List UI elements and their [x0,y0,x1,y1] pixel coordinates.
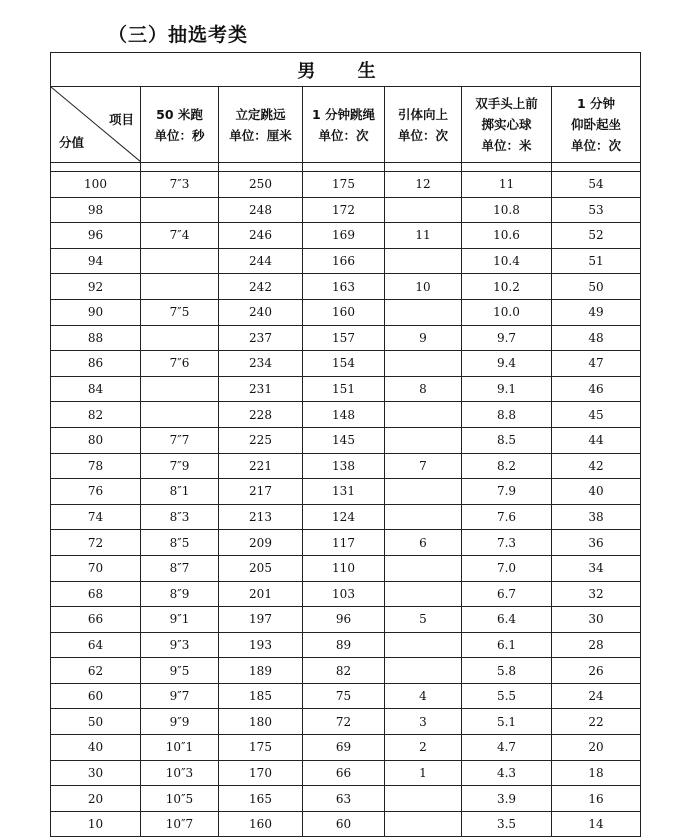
value-cell: 138 [303,453,385,479]
table-row [51,504,641,530]
value-cell: 50 [552,274,641,300]
score-cell: 30 [51,760,141,786]
col-header-rope-skip: 1 分钟跳绳 单位：次 [303,87,385,163]
score-cell: 40 [51,735,141,761]
value-cell: 225 [219,427,303,453]
value-cell: 237 [219,325,303,351]
value-cell: 10 [385,274,462,300]
value-cell: 10″1 [141,735,219,761]
value-cell: 9.4 [462,351,552,377]
value-cell [141,197,219,223]
score-cell: 50 [51,709,141,735]
value-cell: 30 [552,607,641,633]
value-cell: 49 [552,299,641,325]
table-body [51,172,641,837]
col-header-50m: 50 米跑 单位：秒 [141,87,219,163]
table-row [51,479,641,505]
value-cell: 9″7 [141,683,219,709]
table-row [51,172,641,198]
table-row [51,248,641,274]
value-cell: 38 [552,504,641,530]
value-cell: 24 [552,683,641,709]
value-cell: 163 [303,274,385,300]
value-cell: 7″6 [141,351,219,377]
value-cell [385,786,462,812]
value-cell [141,402,219,428]
value-cell [141,376,219,402]
value-cell: 10″3 [141,760,219,786]
value-cell: 8″7 [141,555,219,581]
score-cell: 82 [51,402,141,428]
value-cell: 201 [219,581,303,607]
value-cell [385,402,462,428]
value-cell [141,248,219,274]
value-cell: 28 [552,632,641,658]
value-cell: 40 [552,479,641,505]
value-cell: 6 [385,530,462,556]
score-cell: 80 [51,427,141,453]
table-row [51,581,641,607]
value-cell: 9″9 [141,709,219,735]
value-cell: 246 [219,223,303,249]
col-header-pull-up: 引体向上 单位：次 [385,87,462,163]
value-cell: 242 [219,274,303,300]
value-cell: 6.1 [462,632,552,658]
value-cell: 221 [219,453,303,479]
value-cell: 34 [552,555,641,581]
value-cell: 3.9 [462,786,552,812]
table-row [51,530,641,556]
value-cell: 53 [552,197,641,223]
value-cell: 44 [552,427,641,453]
value-cell [385,248,462,274]
value-cell: 4.7 [462,735,552,761]
value-cell: 69 [303,735,385,761]
value-cell: 2 [385,735,462,761]
score-cell: 66 [51,607,141,633]
value-cell: 47 [552,351,641,377]
value-cell [385,299,462,325]
table-row [51,658,641,684]
section-heading: （三）抽选考类 [108,24,249,46]
value-cell: 148 [303,402,385,428]
value-cell: 7″9 [141,453,219,479]
value-cell: 4 [385,683,462,709]
value-cell: 145 [303,427,385,453]
value-cell: 14 [552,811,641,837]
table-row [51,683,641,709]
value-cell: 89 [303,632,385,658]
table-row [51,325,641,351]
table-row [51,376,641,402]
value-cell: 7″4 [141,223,219,249]
table-row [51,811,641,837]
value-cell: 231 [219,376,303,402]
diagonal-header-cell [51,87,141,163]
value-cell: 20 [552,735,641,761]
value-cell: 3.5 [462,811,552,837]
value-cell: 75 [303,683,385,709]
value-cell: 9″5 [141,658,219,684]
value-cell: 248 [219,197,303,223]
value-cell: 26 [552,658,641,684]
value-cell: 8.5 [462,427,552,453]
table-row [51,274,641,300]
score-cell: 86 [51,351,141,377]
score-cell: 76 [51,479,141,505]
value-cell: 154 [303,351,385,377]
table-row [51,709,641,735]
value-cell: 36 [552,530,641,556]
value-cell: 217 [219,479,303,505]
sex-label: 男 生 [51,53,641,87]
value-cell: 16 [552,786,641,812]
value-cell: 22 [552,709,641,735]
value-cell: 52 [552,223,641,249]
score-cell: 72 [51,530,141,556]
value-cell: 51 [552,248,641,274]
value-cell: 170 [219,760,303,786]
value-cell: 209 [219,530,303,556]
value-cell: 48 [552,325,641,351]
value-cell: 5.8 [462,658,552,684]
value-cell: 7.0 [462,555,552,581]
table-row [51,351,641,377]
value-cell: 3 [385,709,462,735]
value-cell: 151 [303,376,385,402]
table-row [51,402,641,428]
value-cell: 45 [552,402,641,428]
table-row [51,223,641,249]
score-cell: 92 [51,274,141,300]
value-cell: 8″3 [141,504,219,530]
score-cell: 20 [51,786,141,812]
value-cell: 32 [552,581,641,607]
score-cell: 10 [51,811,141,837]
value-cell: 10.4 [462,248,552,274]
value-cell: 234 [219,351,303,377]
value-cell: 9.7 [462,325,552,351]
score-cell: 78 [51,453,141,479]
value-cell: 7 [385,453,462,479]
table-row [51,555,641,581]
value-cell: 10.2 [462,274,552,300]
value-cell [385,581,462,607]
value-cell: 9 [385,325,462,351]
score-cell: 64 [51,632,141,658]
value-cell: 7″3 [141,172,219,198]
value-cell: 193 [219,632,303,658]
value-cell [385,658,462,684]
score-cell: 70 [51,555,141,581]
table-row [51,427,641,453]
col-header-standing-jump: 立定跳远 单位：厘米 [219,87,303,163]
value-cell: 7.9 [462,479,552,505]
value-cell: 189 [219,658,303,684]
value-cell: 6.4 [462,607,552,633]
value-cell: 42 [552,453,641,479]
value-cell: 110 [303,555,385,581]
table-row [51,197,641,223]
value-cell: 54 [552,172,641,198]
value-cell: 8″9 [141,581,219,607]
value-cell: 175 [219,735,303,761]
score-table [50,52,641,837]
value-cell: 5.5 [462,683,552,709]
value-cell: 8 [385,376,462,402]
value-cell: 96 [303,607,385,633]
value-cell: 213 [219,504,303,530]
score-cell: 60 [51,683,141,709]
value-cell: 8″1 [141,479,219,505]
value-cell: 11 [462,172,552,198]
value-cell: 9.1 [462,376,552,402]
score-cell: 100 [51,172,141,198]
value-cell: 12 [385,172,462,198]
table-row [51,453,641,479]
value-cell: 5.1 [462,709,552,735]
value-cell [141,325,219,351]
value-cell: 7.6 [462,504,552,530]
value-cell [385,351,462,377]
value-cell: 169 [303,223,385,249]
value-cell: 4.3 [462,760,552,786]
value-cell: 240 [219,299,303,325]
value-cell: 7.3 [462,530,552,556]
score-cell: 74 [51,504,141,530]
value-cell: 8.8 [462,402,552,428]
score-cell: 62 [51,658,141,684]
table-row [51,760,641,786]
table-row [51,735,641,761]
value-cell: 244 [219,248,303,274]
table-row [51,607,641,633]
value-cell: 82 [303,658,385,684]
score-cell: 88 [51,325,141,351]
score-cell: 68 [51,581,141,607]
value-cell: 8″5 [141,530,219,556]
col-header-ball-throw: 双手头上前 掷实心球 单位：米 [462,87,552,163]
value-cell: 10″5 [141,786,219,812]
value-cell: 103 [303,581,385,607]
value-cell: 7″7 [141,427,219,453]
value-cell: 10″7 [141,811,219,837]
value-cell: 63 [303,786,385,812]
value-cell: 175 [303,172,385,198]
value-cell: 205 [219,555,303,581]
value-cell [385,479,462,505]
score-cell: 98 [51,197,141,223]
value-cell: 185 [219,683,303,709]
value-cell: 157 [303,325,385,351]
value-cell: 160 [303,299,385,325]
value-cell [385,504,462,530]
value-cell: 9″3 [141,632,219,658]
value-cell: 72 [303,709,385,735]
value-cell: 10.0 [462,299,552,325]
table-row [51,632,641,658]
value-cell: 46 [552,376,641,402]
score-cell: 94 [51,248,141,274]
value-cell: 250 [219,172,303,198]
value-cell: 11 [385,223,462,249]
value-cell: 228 [219,402,303,428]
value-cell: 172 [303,197,385,223]
value-cell: 197 [219,607,303,633]
table-row [51,299,641,325]
value-cell [385,811,462,837]
value-cell [385,427,462,453]
value-cell: 124 [303,504,385,530]
value-cell: 166 [303,248,385,274]
value-cell: 10.8 [462,197,552,223]
item-label: 项目 [108,112,134,127]
value-cell [385,632,462,658]
value-cell: 6.7 [462,581,552,607]
table-row [51,786,641,812]
value-cell: 9″1 [141,607,219,633]
value-cell: 10.6 [462,223,552,249]
value-cell [385,555,462,581]
score-cell: 90 [51,299,141,325]
value-cell: 1 [385,760,462,786]
value-cell: 7″5 [141,299,219,325]
value-cell: 60 [303,811,385,837]
value-cell: 66 [303,760,385,786]
value-cell: 117 [303,530,385,556]
value-cell [385,197,462,223]
score-cell: 96 [51,223,141,249]
score-label: 分值 [59,135,85,150]
value-cell: 18 [552,760,641,786]
value-cell: 8.2 [462,453,552,479]
value-cell: 5 [385,607,462,633]
value-cell: 131 [303,479,385,505]
value-cell: 160 [219,811,303,837]
value-cell: 180 [219,709,303,735]
score-cell: 84 [51,376,141,402]
value-cell [141,274,219,300]
col-header-sit-up: 1 分钟 仰卧起坐 单位：次 [552,87,641,163]
value-cell: 165 [219,786,303,812]
